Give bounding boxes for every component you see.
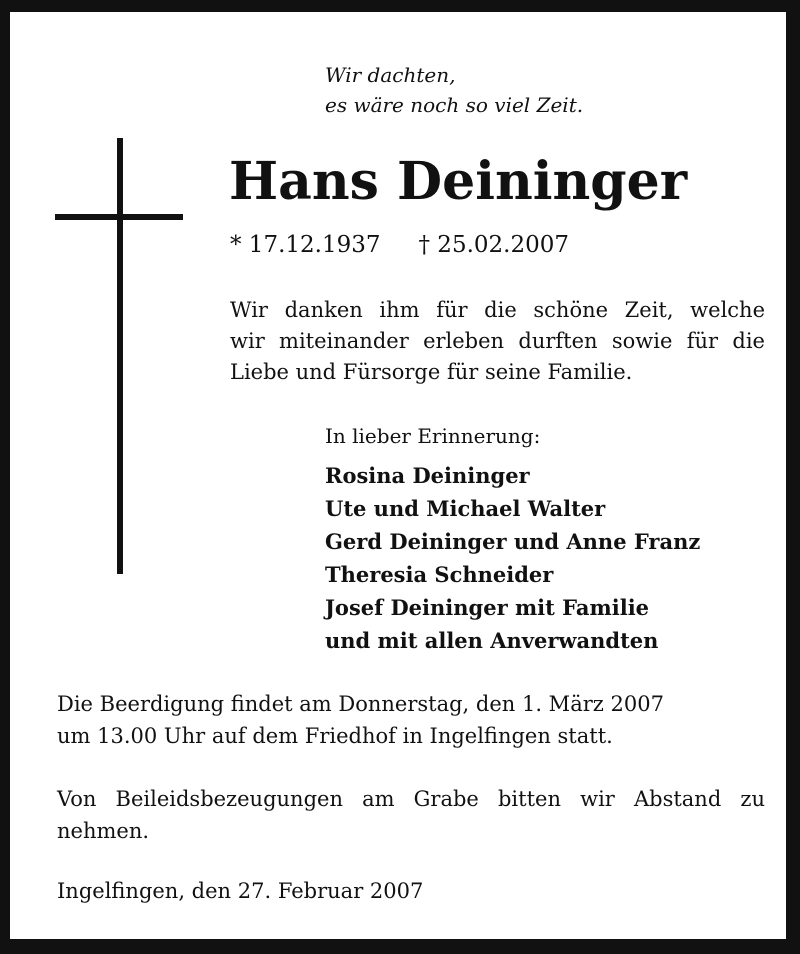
mourner: Theresia Schneider [325, 562, 554, 587]
condolence-note [57, 783, 765, 847]
death-date: † 25.02.2007 [418, 232, 569, 258]
thanks-line-1: Wir danken ihm für die schöne Zeit, welche [230, 298, 765, 322]
funeral-line-2: um 13.00 Uhr auf dem Friedhof in Ingelfingen statt. [57, 724, 613, 748]
cross-icon-horizontal [55, 214, 183, 220]
place-and-date: Ingelfingen, den 27. Februar 2007 [57, 879, 424, 903]
thanks-line-2: wir miteinander erleben durften sowie für die [230, 329, 765, 353]
thanks-line-3: Liebe und Fürsorge für seine Familie. [230, 360, 633, 384]
mourner: und mit allen Anverwandten [325, 628, 659, 653]
cross-icon-vertical [117, 138, 123, 574]
deceased-name: Hans Deininger [229, 151, 688, 212]
condolence-line-2: nehmen. [57, 819, 150, 843]
birth-date: * 17.12.1937 [230, 232, 381, 258]
motto [325, 60, 583, 120]
motto-line-1: Wir dachten, [325, 63, 456, 87]
funeral-line-1: Die Beerdigung findet am Donnerstag, den 1. März 2007 [57, 692, 664, 716]
life-dates [230, 230, 569, 260]
motto-line-2: es wäre noch so viel Zeit. [325, 93, 584, 117]
mourner: Gerd Deininger und Anne Franz [325, 529, 701, 554]
mourners-list [325, 459, 700, 657]
funeral-info [57, 688, 765, 752]
memory-label: In lieber Erinnerung: [325, 424, 541, 448]
mourner: Rosina Deininger [325, 463, 530, 488]
mourner: Josef Deininger mit Familie [325, 595, 650, 620]
condolence-line-1: Von Beileidsbezeugungen am Grabe bitten wir Abstand zu [57, 787, 765, 811]
thanks-text [230, 295, 765, 388]
mourner: Ute und Michael Walter [325, 496, 606, 521]
